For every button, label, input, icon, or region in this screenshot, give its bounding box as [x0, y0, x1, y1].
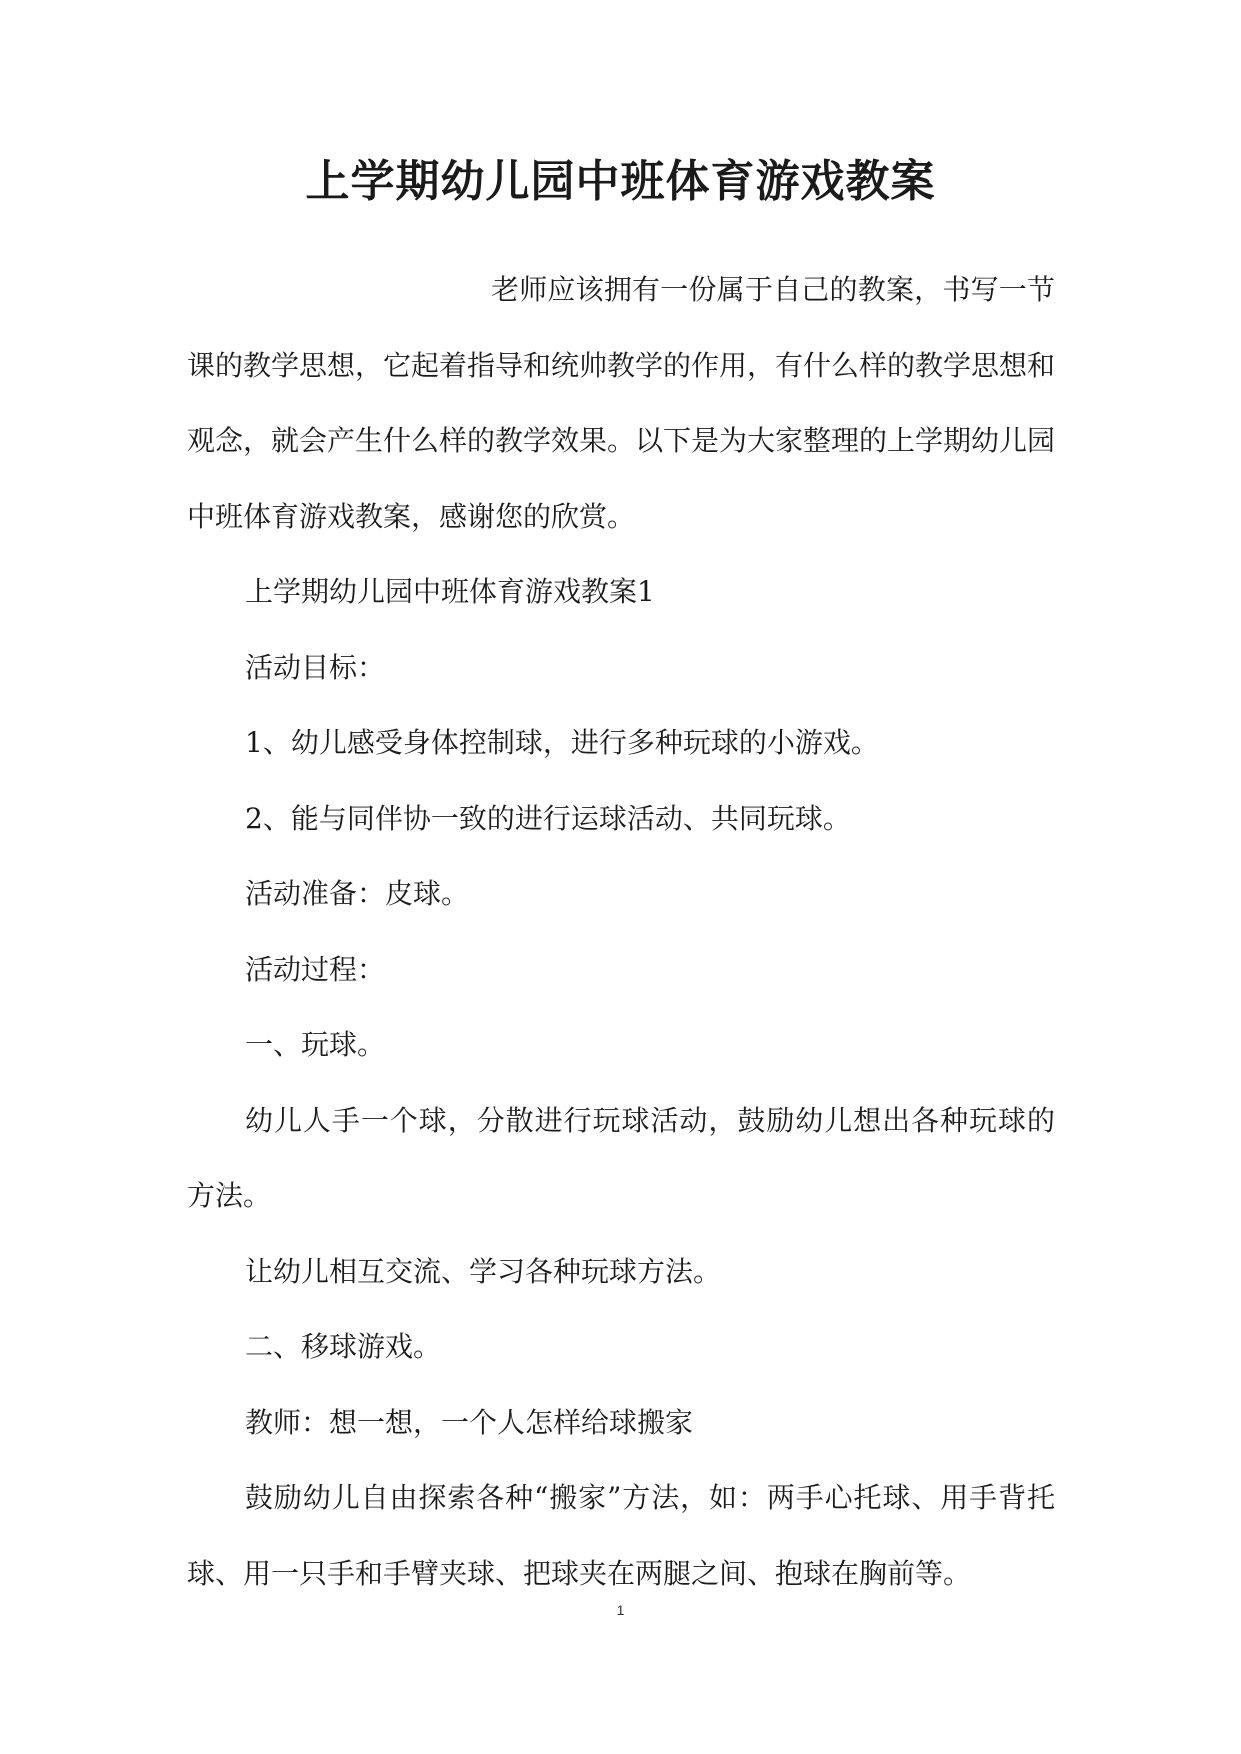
body-paragraph: 活动目标： [245, 650, 386, 684]
section-heading: 上学期幼儿园中班体育游戏教案1 [245, 575, 655, 608]
page-number: 1 [616, 1602, 625, 1618]
body-paragraph: 2、能与同伴协一致的进行运球活动、共同玩球。 [245, 801, 851, 835]
body-paragraph: 教师：想一想，一个人怎样给球搬家 [245, 1405, 694, 1439]
intro-paragraph: 老师应该拥有一份属于自己的教案，书写一节课的教学思想，它起着指导和统帅教学的作用，有什么样的教学思想和观念，就会产生什么样的教学效果。以下是为大家整理的上学期幼儿园中班体育游戏教案，感谢您的欣赏。 [187, 273, 1056, 533]
document-title: 上学期幼儿园中班体育游戏教案 [305, 156, 936, 207]
body-paragraph: 让幼儿相互交流、学习各种玩球方法。 [245, 1254, 722, 1288]
document-body [187, 252, 1055, 1611]
body-paragraph: 活动过程： [245, 952, 386, 986]
body-paragraph: 二、移球游戏。 [245, 1330, 442, 1363]
body-paragraph: 活动准备：皮球。 [245, 877, 470, 910]
body-paragraph: 一、玩球。 [245, 1028, 386, 1061]
body-paragraph: 幼儿人手一个球，分散进行玩球活动，鼓励幼儿想出各种玩球的方法。 [187, 1103, 1055, 1212]
body-paragraph: 鼓励幼儿自由探索各种“搬家”方法，如：两手心托球、用手背托球、用一只手和手臂夹球、把球夹在两腿之间、抱球在胸前等。 [187, 1481, 1055, 1590]
body-paragraph: 1、幼儿感受身体控制球，进行多种玩球的小游戏。 [245, 726, 879, 759]
